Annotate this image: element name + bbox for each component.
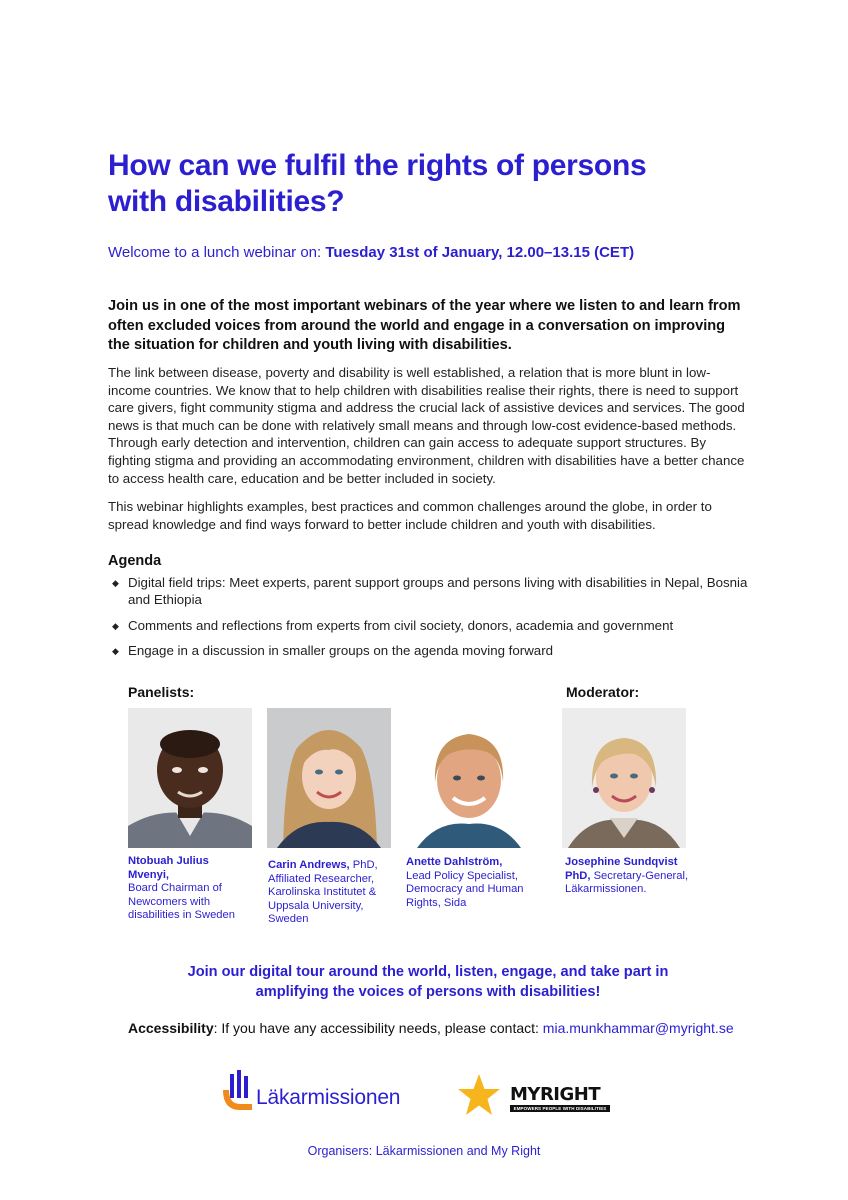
myright-tagline: EMPOWERS PEOPLE WITH DISABILITIES [510,1105,610,1112]
person-name: Josephine Sundqvist PhD, [565,856,678,882]
portrait-image [407,708,531,848]
title-line-2: with disabilities? [108,185,345,218]
agenda-item-text: Engage in a discussion in smaller groups on the agenda moving forward [128,643,554,659]
agenda-heading: Agenda [108,553,162,569]
diamond-bullet-icon: ◆ [112,646,119,657]
lakarmissionen-logo [220,1068,420,1118]
title-line-1: How can we fulfil the rights of persons [108,149,647,182]
intro-paragraph: Join us in one of the most important webinars of the year where we listen to and learn from often excluded voices from around the world and engage in a conversation on improving the situation for children and youth living with disabilities. [108,298,741,353]
myright-logo [456,1072,616,1122]
agenda-list [112,574,752,668]
person-role: Lead Policy Specialist, Democracy and Human Rights, Sida [406,869,524,909]
person-name: Anette Dahlström, [406,856,503,868]
person-name: Ntobuah Julius Mvenyi, [128,855,209,881]
agenda-item-text: Comments and reflections from experts from civil society, donors, academia and government [128,617,674,633]
diamond-bullet-icon: ◆ [112,620,119,631]
contact-email-link[interactable]: mia.munkhammar@myright.se [542,1020,734,1036]
body-paragraph-1: The link between disease, poverty and disability is well established, a relation that is more blunt in low-income countries. We know that to help children with disabilities realise their rights, there is need to support care givers, fight community stigma and address the crucial lack of assistive devices and services. The good news is that much can be done with relatively small means and through low-cost evidence-based methods. Through early detection and intervention, children can gain access to adequate support structures. By fighting stigma and providing an accommodating environment, children with disabilities have a better chance to access health care, education and be better included in society. [108,365,745,486]
moderator-caption [565,856,689,897]
person-role: Secretary-General, Läkarmissionen. [565,869,689,896]
panelist-caption-3 [406,856,530,910]
star-icon [456,1072,502,1118]
page-title [108,148,748,220]
welcome-prefix: Welcome to a lunch webinar on: [108,244,326,261]
portrait-image [128,708,252,848]
moderator-label: Moderator: [566,684,640,700]
diamond-bullet-icon: ◆ [112,578,119,588]
body-paragraph-2: This webinar highlights examples, best practices and common challenges around the globe, in order to spread knowledge and find ways forward to better include children and youth with disabilities. [108,499,712,532]
panelist-photo-1 [128,708,252,848]
webinar-date: Tuesday 31st of January, 12.00–13.15 (CET) [325,244,635,261]
accessibility-text: : If you have any accessibility needs, please contact: [213,1020,543,1036]
myright-wordmark: MYRIGHT [510,1084,601,1105]
panelists-label: Panelists: [128,684,195,700]
panelist-photo-2 [267,708,391,848]
lakarmissionen-mark-icon [220,1068,254,1114]
panelist-caption-2 [268,859,392,927]
welcome-line [108,244,808,261]
accessibility-label: Accessibility [128,1020,214,1036]
cta-line-2: amplifying the voices of persons with disabilities! [255,984,601,1000]
agenda-item-text: Digital field trips: Meet experts, parent support groups and persons living with disabilities in Nepal, Bosnia and Ethiopia [128,575,748,608]
agenda-item [112,642,752,659]
cta-line-1: Join our digital tour around the world, listen, engage, and take part in [187,964,669,980]
person-name: Carin Andrews, [268,859,350,871]
portrait-image [267,708,391,848]
person-role: Board Chairman of Newcomers with disabilities in Sweden [128,882,235,922]
accessibility-note [128,1020,808,1036]
agenda-item [112,617,752,634]
call-to-action [108,962,748,1002]
agenda-item [112,574,752,609]
organisers-footer: Organisers: Läkarmissionen and My Right [307,1144,541,1158]
portrait-image [562,708,686,848]
person-role: PhD, Affiliated Researcher, Karolinska Institutet & Uppsala University, Sweden [268,859,378,926]
moderator-photo [562,708,686,848]
panelist-photo-3 [407,708,531,848]
panelist-caption-1 [128,855,252,923]
lakarmissionen-wordmark: Läkarmissionen [256,1086,401,1109]
